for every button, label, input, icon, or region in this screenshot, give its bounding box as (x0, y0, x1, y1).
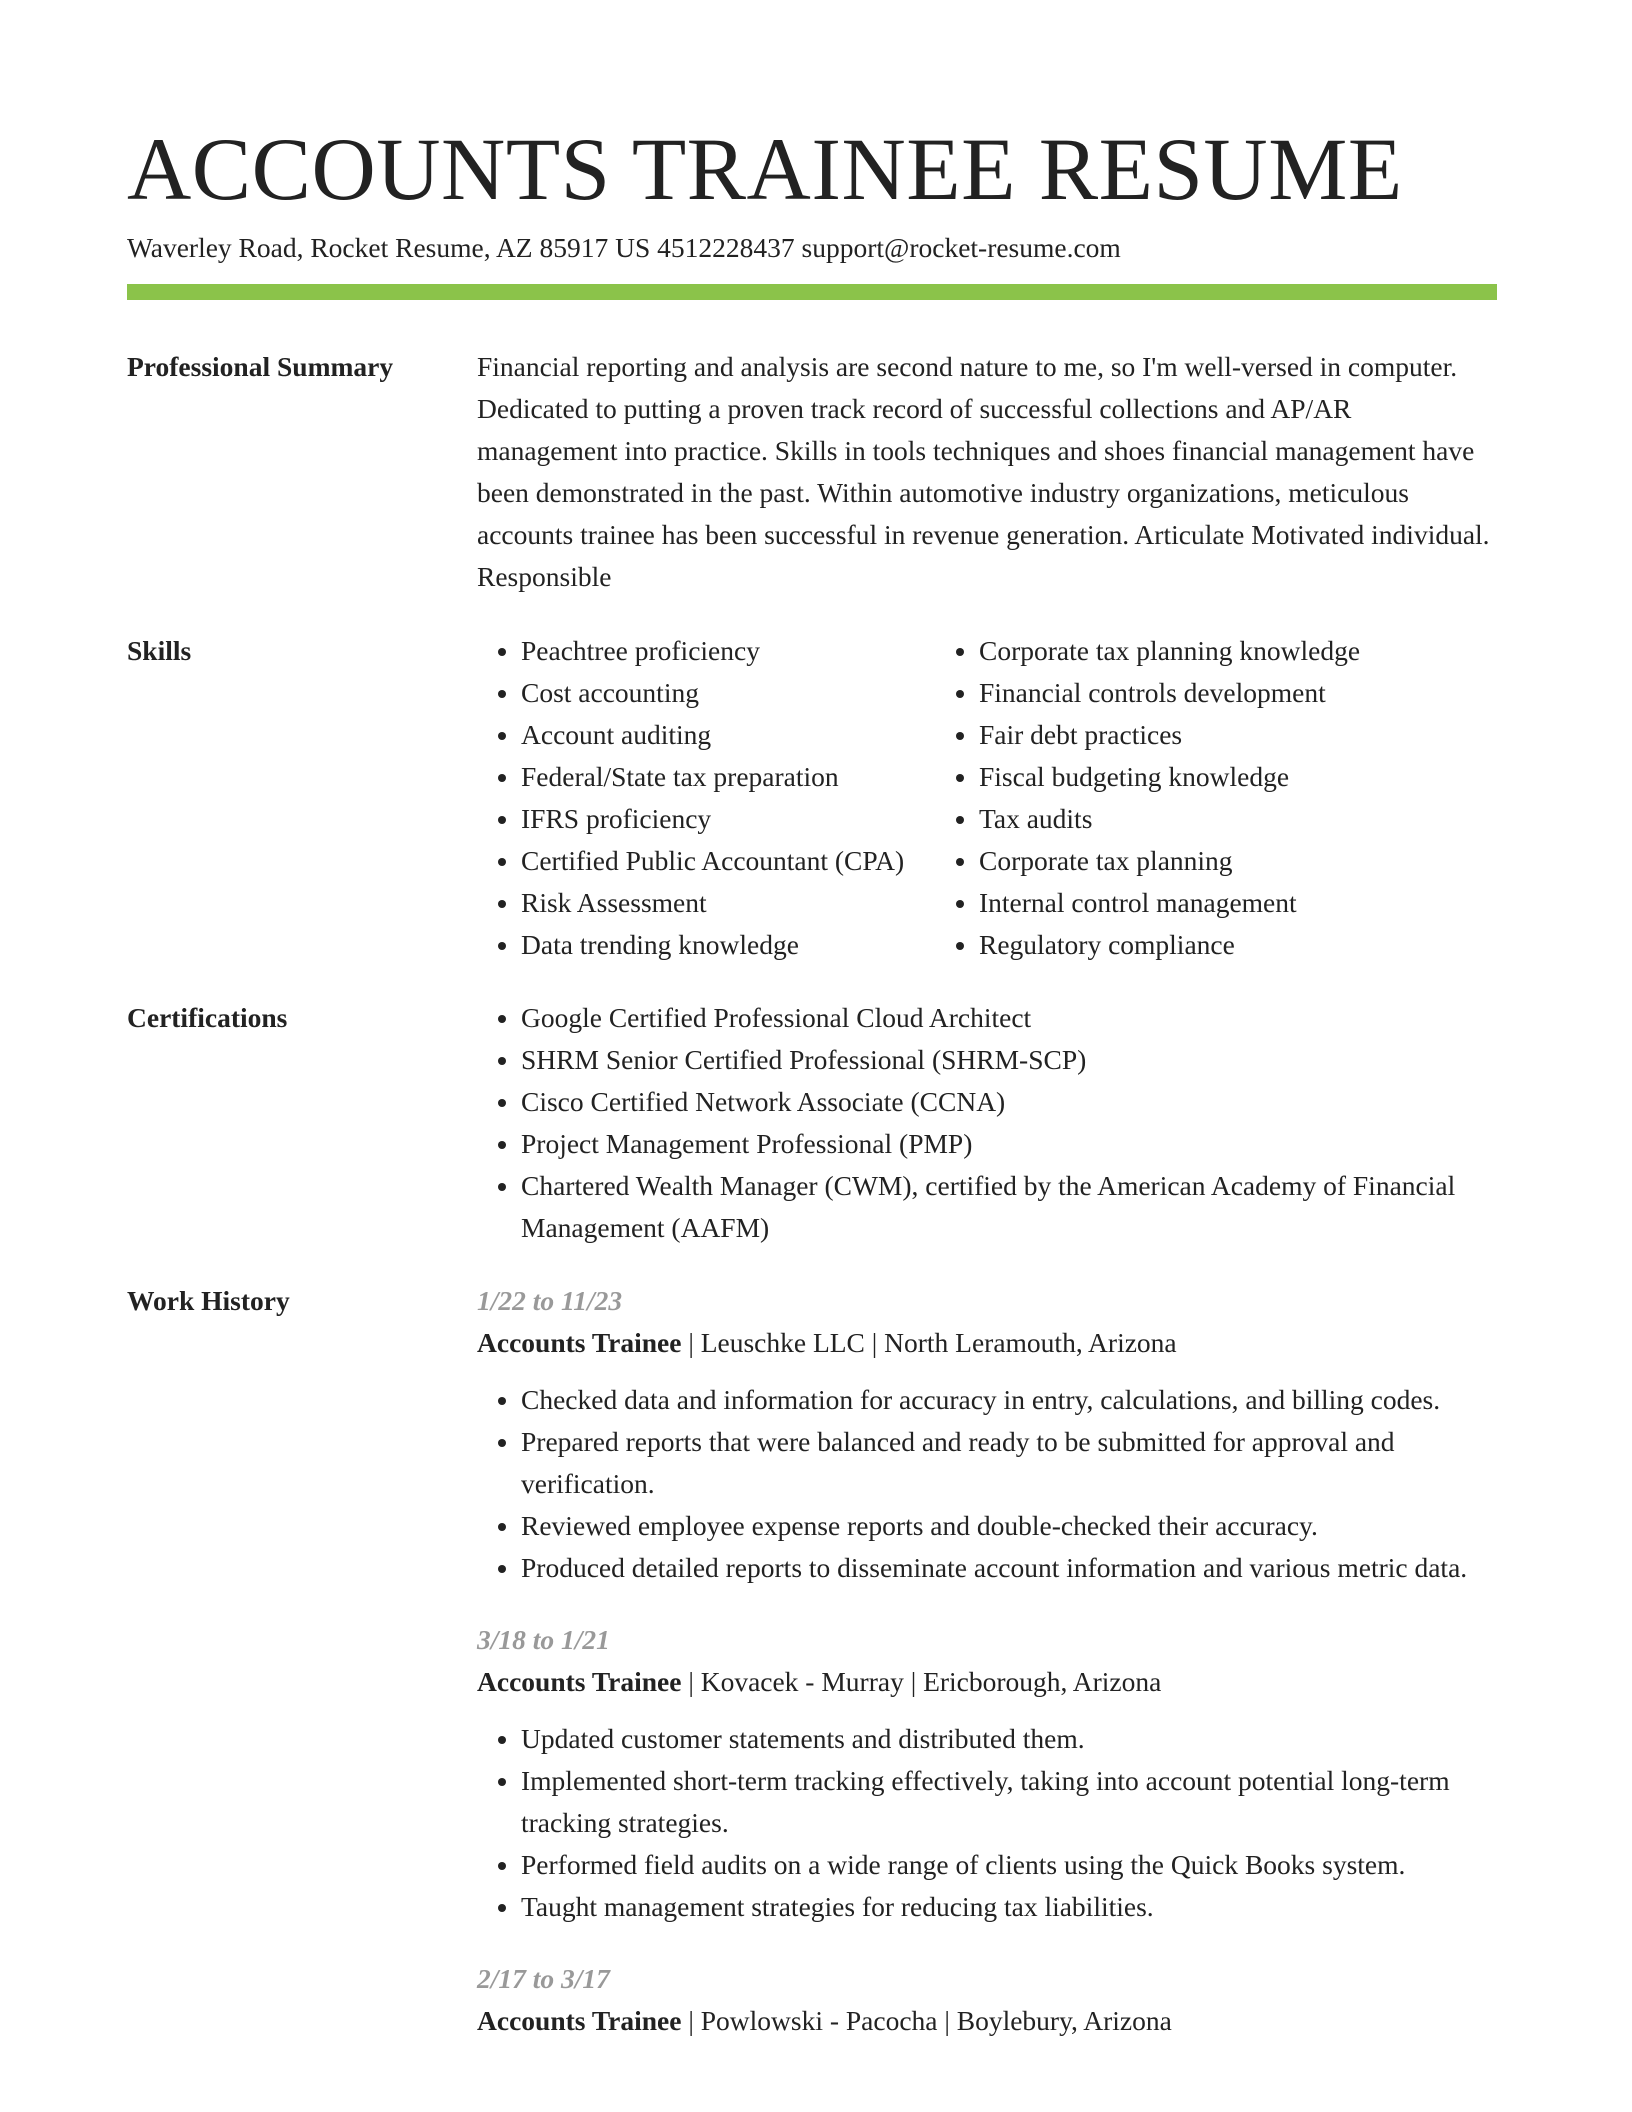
job-title: Accounts Trainee (477, 1327, 682, 1358)
job-bullet: • Updated customer statements and distributed them. (521, 1718, 1497, 1760)
job-bullet: • Checked data and information for accuracy in entry, calculations, and billing codes. (521, 1379, 1497, 1421)
certification-item: • Google Certified Professional Cloud Architect (521, 997, 1497, 1039)
resume-title: ACCOUNTS TRAINEE RESUME (127, 121, 1403, 219)
certification-item: • Project Management Professional (PMP) (521, 1123, 1497, 1165)
skill-item: • Risk Assessment (521, 882, 935, 924)
job-bullet: • Reviewed employee expense reports and double-checked their accuracy. (521, 1505, 1497, 1547)
job-dates: 3/18 to 1/21 (477, 1624, 610, 1655)
job-bullets (477, 1379, 1497, 1589)
job-bullet: • Performed field audits on a wide range of clients using the Quick Books system. (521, 1844, 1497, 1886)
skill-item: • Data trending knowledge (521, 924, 935, 966)
skill-item: • Financial controls development (979, 672, 1495, 714)
job-details: | Leuschke LLC | North Leramouth, Arizona (681, 1327, 1177, 1358)
certification-item: • SHRM Senior Certified Professional (SHRM-SCP) (521, 1039, 1497, 1081)
job-heading (477, 1322, 1497, 1364)
header-divider (127, 284, 1497, 300)
skills-list-left (477, 630, 935, 966)
job-bullets (477, 1718, 1497, 1928)
certifications-list (477, 997, 1497, 1249)
work-history-body (477, 1280, 1497, 2072)
certification-item: • Chartered Wealth Manager (CWM), certified by the American Academy of Financial Management (AAFM) (521, 1165, 1497, 1249)
job-bullet: • Produced detailed reports to disseminate account information and various metric data. (521, 1547, 1497, 1589)
skill-item: • Fair debt practices (979, 714, 1495, 756)
skill-item: • Fiscal budgeting knowledge (979, 756, 1495, 798)
section-label-skills: Skills (127, 635, 192, 666)
job-title: Accounts Trainee (477, 2005, 682, 2036)
job-title: Accounts Trainee (477, 1666, 682, 1697)
skill-item: • Peachtree proficiency (521, 630, 935, 672)
job-heading (477, 2000, 1497, 2042)
skill-item: • Certified Public Accountant (CPA) (521, 840, 935, 882)
skill-item: • Internal control management (979, 882, 1495, 924)
skill-item: • Tax audits (979, 798, 1495, 840)
skills-list-right (935, 630, 1495, 966)
skill-item: • Account auditing (521, 714, 935, 756)
certifications-body (477, 997, 1497, 1249)
job-entry (477, 1280, 1497, 1589)
section-label-certifications: Certifications (127, 1002, 288, 1033)
job-bullet: • Prepared reports that were balanced and ready to be submitted for approval and verification. (521, 1421, 1497, 1505)
summary-text: Financial reporting and analysis are second nature to me, so I'm well-versed in computer. Dedicated to putting a proven track record of successful collections and AP/AR management into practice. Skills in tools techniques and shoes financial management have been demonstrated in the past. Within automotive industry organizations, meticulous accounts trainee has been successful in revenue generation. Articulate Motivated individual. Responsible (477, 351, 1490, 592)
skill-item: • Corporate tax planning (979, 840, 1495, 882)
skill-item: • Cost accounting (521, 672, 935, 714)
job-details: | Powlowski - Pacocha | Boylebury, Arizona (681, 2005, 1172, 2036)
job-bullet: • Taught management strategies for reducing tax liabilities. (521, 1886, 1497, 1928)
job-bullet: • Implemented short-term tracking effectively, taking into account potential long-term tracking strategies. (521, 1760, 1497, 1844)
summary-body (477, 346, 1497, 598)
job-entry (477, 1958, 1497, 2042)
section-label-summary: Professional Summary (127, 351, 394, 382)
job-heading (477, 1661, 1497, 1703)
job-details: | Kovacek - Murray | Ericborough, Arizona (681, 1666, 1162, 1697)
section-label-work-history: Work History (127, 1285, 290, 1316)
skills-body (477, 630, 1497, 966)
job-dates: 2/17 to 3/17 (477, 1963, 610, 1994)
skill-item: • Regulatory compliance (979, 924, 1495, 966)
job-entry (477, 1619, 1497, 1928)
skill-item: • IFRS proficiency (521, 798, 935, 840)
contact-line: Waverley Road, Rocket Resume, AZ 85917 US 4512228437 support@rocket-resume.com (127, 232, 1121, 263)
job-dates: 1/22 to 11/23 (477, 1285, 623, 1316)
skill-item: • Corporate tax planning knowledge (979, 630, 1495, 672)
certification-item: • Cisco Certified Network Associate (CCNA) (521, 1081, 1497, 1123)
skill-item: • Federal/State tax preparation (521, 756, 935, 798)
